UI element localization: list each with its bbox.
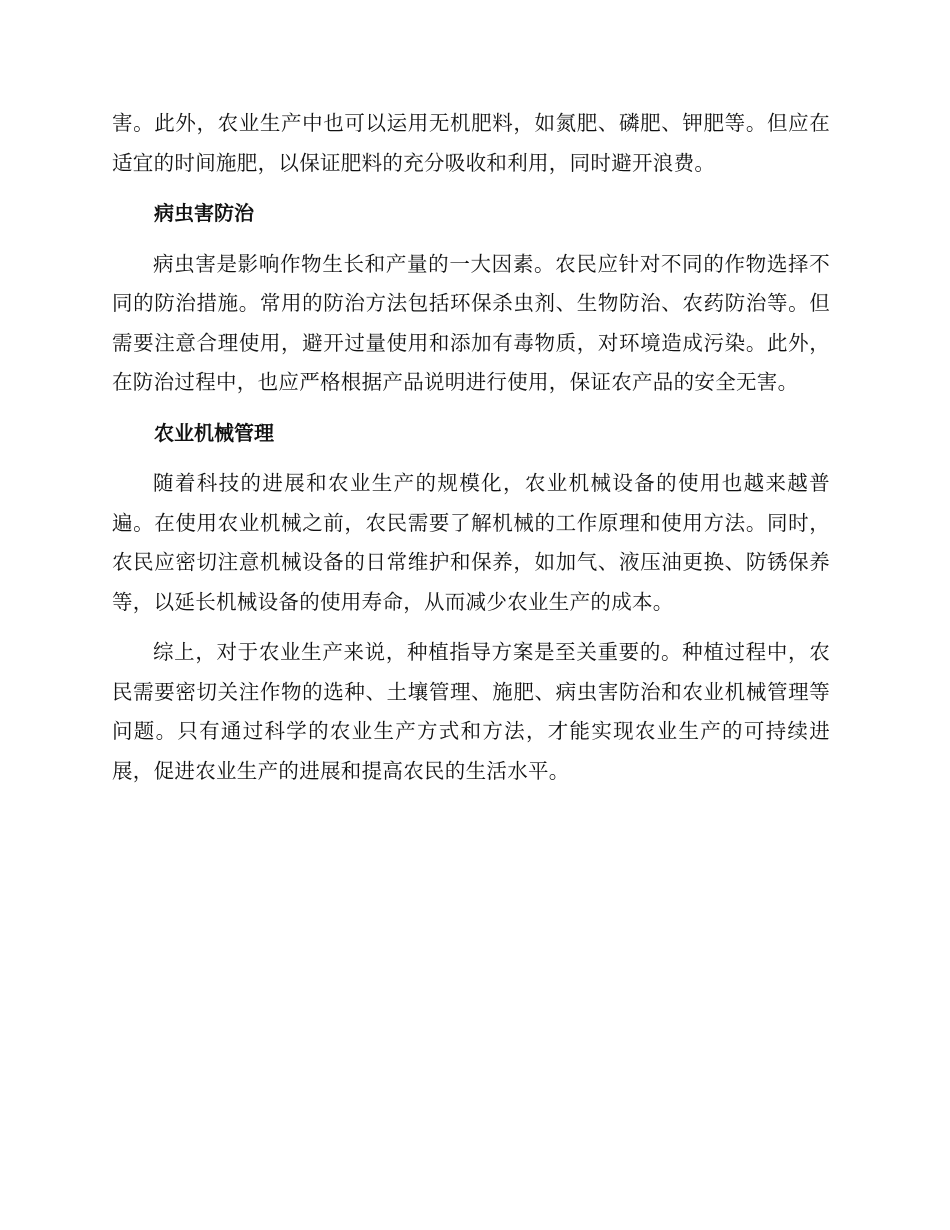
paragraph-machinery: 随着科技的进展和农业生产的规模化，农业机械设备的使用也越来越普遍。在使用农业机械之前，农民需要了解机械的工作原理和使用方法。同时，农民应密切注意机械设备的日常维护和保养，如加气、液压油更换、防锈保养等，以延长机械设备的使用寿命，从而减少农业生产的成本。 xyxy=(112,471,830,614)
section-heading-machinery: 农业机械管理 xyxy=(154,420,274,445)
document-page xyxy=(112,104,830,802)
paragraph-conclusion: 综上，对于农业生产来说，种植指导方案是至关重要的。种植过程中，农民需要密切关注作物的选种、土壤管理、施肥、病虫害防治和农业机械管理等问题。只有通过科学的农业生产方式和方法，才能实现农业生产的可持续进展，促进农业生产的进展和提高农民的生活水平。 xyxy=(112,640,830,783)
paragraph-fertilizer-continued: 害。此外，农业生产中也可以运用无机肥料，如氮肥、磷肥、钾肥等。但应在适宜的时间施肥，以保证肥料的充分吸收和利用，同时避开浪费。 xyxy=(112,111,830,175)
paragraph-pest-control: 病虫害是影响作物生长和产量的一大因素。农民应针对不同的作物选择不同的防治措施。常用的防治方法包括环保杀虫剂、生物防治、农药防治等。但需要注意合理使用，避开过量使用和添加有毒物质，对环境造成污染。此外，在防治过程中，也应严格根据产品说明进行使用，保证农产品的安全无害。 xyxy=(112,251,830,394)
section-heading-pest-control: 病虫害防治 xyxy=(154,201,254,225)
